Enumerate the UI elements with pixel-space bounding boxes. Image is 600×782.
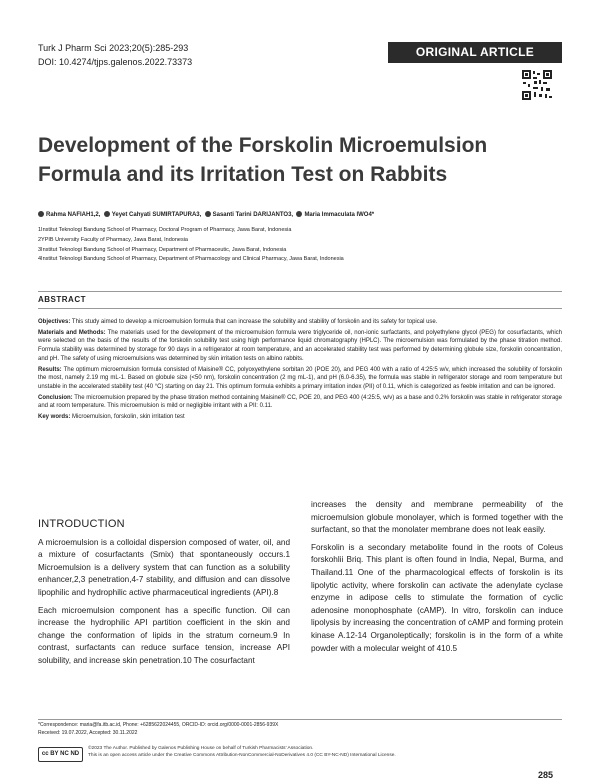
divider (38, 291, 562, 292)
affiliations (38, 226, 563, 265)
title-line-1: Development of the Forskolin Microemulsion (38, 134, 488, 157)
journal-citation (38, 41, 192, 69)
paragraph: Forskolin is a secondary metabolite found in the roots of Coleus forskohlii Briq. This plant is often found in India, Nepal, Burma, and Thailand.11 One of the pharmacological effects of forskolin is its lipolytic activity, where forskolin can activate the adenylate cyclase enzyme in adipose cells to stimulate the formation of cyclic adenosine monophosphate (cAMP). In vitro, forskolin can induce lipolysis by increasing the concentration of cAMP and forming protein kinase A.12-14 Organoleptically; forskolin is in the form of a white powder with a molecular weight of 410.5 (311, 542, 563, 653)
doi-line: DOI: 10.4274/tjps.galenos.2022.73373 (38, 57, 193, 67)
orcid-icon[interactable] (205, 211, 211, 217)
affiliation: 4Institut Teknologi Bandung School of Pharmacy, Department of Pharmacology and Clinical Pharmacy, Jawa Barat, Indonesia (38, 256, 344, 263)
orcid-icon[interactable] (104, 211, 110, 217)
abstract-heading: ABSTRACT (38, 295, 86, 304)
abstract-body (38, 318, 562, 424)
abstract-conclusion: Conclusion: The microemulsion prepared by the phase titration method containing Maisine® CC, POE 20, and PEG 400 (4:25:5, w/v) as a base and 0.2% forskolin was stable in refrigerator storage and at room temperature. This microemulsion is mild or negligible irritant with a PII: 0.11. (38, 394, 562, 410)
orcid-icon[interactable] (296, 211, 302, 217)
article-title (38, 131, 558, 189)
page-number: 285 (538, 770, 554, 780)
abstract-results: Results: The optimum microemulsion formula consisted of Maisine® CC, polyoxyethylene sorbitan 20 (POE 20), and PEG 400 with a ratio of 4:25:5 w/v, which increased the solubility of forskolin the most, namely 2.19 mg mL-1. Based on globule size (<50 nm), forskolin concentration (2 mg mL-1), and pH (6.0-6.35), the formula was stable in refrigerator storage and room temperature but unstable in the accelerated stability test (40 °C) starting on day 21. This optimum formula exhibits a primary irritation index (PII) of 0.11, which is categorized as feeble irritation and can be ignored. (38, 366, 562, 390)
author-name: Sasanti Tarini DARIJANTO3, (212, 212, 294, 218)
cc-license-logo: cc BY NC ND (38, 747, 83, 762)
author-name: Maria Immaculata IWO4* (304, 212, 375, 218)
qr-code-icon (522, 70, 552, 100)
divider (38, 308, 562, 309)
abstract-methods: Materials and Methods: The materials used for the development of the microemulsion formula were triglyceride oil, non-ionic surfactants, and polyethylene glycol (PEG) for cosurfactants, which were selected on the basis of the results of the forskolin solubility test using high performance liquid chromatography (HPLC). The microemulsion was formulated by the phase titration method. Formula stability was determined by storage for 90 days in a refrigerator at room temperature, and an accelerated stability test was performed by determining globule size, forskolin concentration, and pH. The safety of using microemulsions was determined by skin irritation tests on albino rabbits. (38, 329, 562, 362)
author-list (38, 211, 563, 219)
footer-notes (38, 721, 562, 737)
copyright: ©2023 The Author. Published by Galenos Publishing House on behalf of Turkish Pharmacists' Association. (88, 746, 314, 751)
column-left (38, 518, 290, 673)
author-name: Yeyet Cahyati SUMIRTAPURA3, (111, 212, 202, 218)
license-text (88, 745, 548, 759)
license: This is an open access article under the Creative Commons Attribution-NonCommercial-NoDerivatives 4.0 (CC BY-NC-ND) International License. (88, 753, 396, 758)
divider (38, 719, 562, 720)
article-type-badge: ORIGINAL ARTICLE (388, 42, 562, 63)
section-heading: INTRODUCTION (38, 518, 125, 530)
column-right (311, 499, 563, 660)
abstract-keywords: Key words: Microemulsion, forskolin, skin irritation test (38, 414, 185, 421)
paragraph: increases the density and membrane permeability of the microemulsion globule monolayer, which is formed together with the surfactant, so that the monolater membrane does not leak easily. (311, 500, 563, 535)
citation-line: Turk J Pharm Sci 2023;20(5):285-293 (38, 43, 189, 53)
abstract-objectives: Objectives: This study aimed to develop a microemulsion formula that can increase the solubility and stability of forskolin and its safety for topical use. (38, 319, 438, 325)
correspondence: *Correspondence: maria@fa.itb.ac.id, Phone: +6285622024455, ORCID-ID: orcid.org/0000-0001-2856-939X (38, 722, 279, 728)
affiliation: 1Institut Teknologi Bandung School of Pharmacy, Doctoral Program of Pharmacy, Jawa Barat, Indonesia (38, 227, 292, 233)
dates: Received: 19.07.2022, Accepted: 30.11.2022 (38, 730, 138, 736)
paragraph: A microemulsion is a colloidal dispersion composed of water, oil, and a mixture of cosurfactants (Smix) that spontaneously occurs.1 Microemulsion is a delivery system that can function as a solubility enhancer,2,3 penetration,4-7 stability, and diffusion and can dissolve lipophilic and hydrophilic active pharmaceutical ingredients (API).8 (38, 537, 290, 597)
affiliation: 2YPIB University Faculty of Pharmacy, Jawa Barat, Indonesia (38, 236, 188, 243)
orcid-icon[interactable] (38, 211, 44, 217)
affiliation: 3Institut Teknologi Bandung School of Pharmacy, Department of Pharmaceutic, Jawa Barat, Indonesia (38, 246, 287, 253)
author-name: Rahma NAFIAH1,2, (46, 212, 101, 218)
title-line-2: Formula and its Irritation Test on Rabbits (38, 163, 448, 186)
paragraph: Each microemulsion component has a specific function. Oil can increase the hydrophilic API partition coefficient in the skin and change the conformation of lipids in the stratum corneum.9 In contrast, surfactants can reduce surface tension, increase API solubility, and increase skin penetration.10 The cosurfactant (38, 605, 290, 665)
